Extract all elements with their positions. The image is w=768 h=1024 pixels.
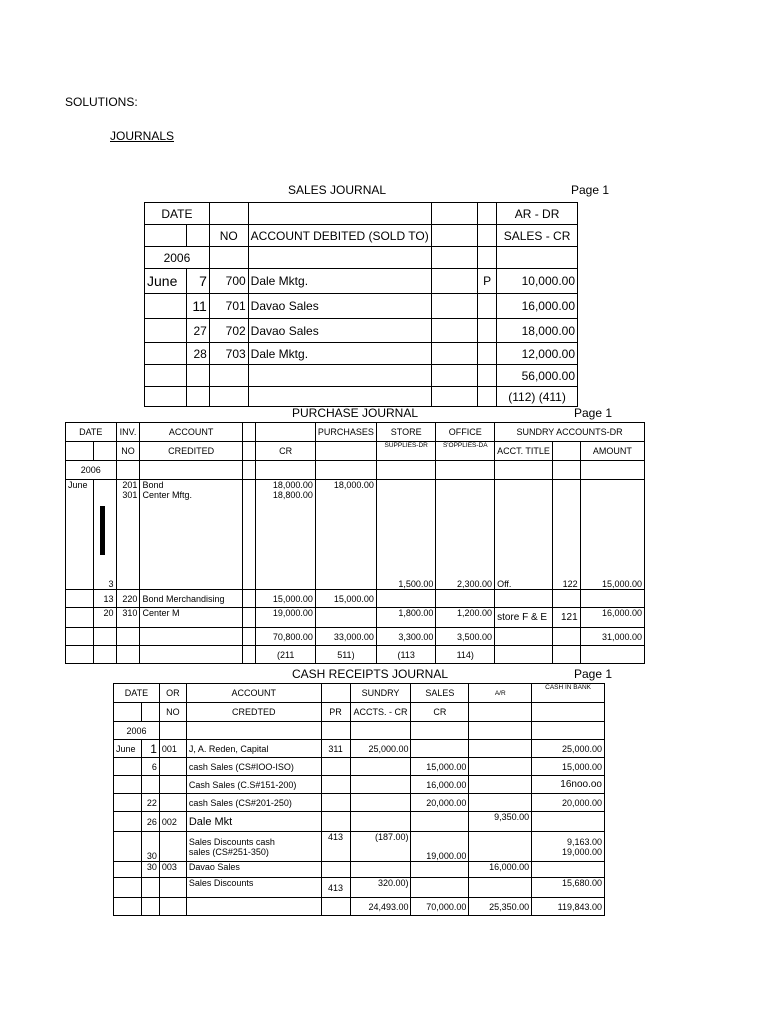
table-row — [114, 862, 605, 878]
cr-total-ar: 25,350.00 — [469, 898, 532, 916]
pj-month: June — [66, 480, 94, 590]
pj-header-account: ACCOUNT — [140, 423, 242, 442]
pj-purchases: 18,000.00 — [315, 480, 376, 590]
cr-day: 22 — [141, 794, 159, 812]
pj-header-purchases: PURCHASES — [315, 423, 376, 442]
cr-header-sundry: SUNDRY — [350, 684, 411, 703]
sj-month: June — [145, 269, 187, 294]
pj-cr: 19,000.00 — [256, 608, 315, 628]
pj-post-office: 114) — [436, 646, 495, 664]
cash-receipts-title: CASH RECEIPTS JOURNAL — [292, 667, 449, 681]
pj-sundry-pr: 121 — [552, 608, 580, 628]
sj-header-sales-cr: SALES - CR — [497, 225, 578, 247]
cr-account: cash Sales (CS#201-250) — [186, 794, 321, 812]
purchase-journal-table — [65, 422, 645, 664]
cr-cash: 16noo.oo — [532, 776, 605, 794]
sj-total: 56,000.00 — [497, 365, 578, 387]
sj-header-ar-dr: AR - DR — [497, 203, 578, 225]
pj-inv-no: 310 — [116, 608, 140, 628]
pj-day: 13 — [93, 590, 116, 608]
table-row — [114, 812, 605, 832]
pj-total-cr: 70,800.00 — [256, 628, 315, 646]
cr-sundry: 25,000.00 — [350, 740, 411, 758]
cr-ar: 9,350.00 — [469, 812, 532, 832]
cr-day: 30 — [141, 832, 159, 862]
sj-amount: 18,000.00 — [497, 319, 578, 343]
cr-cash: 9,163.00 19,000.00 — [532, 832, 605, 862]
sj-no: 702 — [209, 319, 248, 343]
purchase-journal-title: PURCHASE JOURNAL — [292, 406, 419, 420]
pj-header-inv: INV. — [116, 423, 140, 442]
cr-day: 30 — [141, 862, 159, 878]
table-row — [114, 794, 605, 812]
pj-header-no: NO — [116, 442, 140, 461]
cr-account: Cash Sales (C.S#151-200) — [186, 776, 321, 794]
sj-day: 27 — [186, 319, 209, 343]
sj-amount: 16,000.00 — [497, 294, 578, 319]
cr-header-no: NO — [159, 703, 186, 722]
pj-posting-row — [66, 646, 645, 664]
pj-account: Bond Center Mftg. — [140, 480, 242, 590]
pj-total-store: 3,300.00 — [376, 628, 436, 646]
sj-day: 11 — [186, 294, 209, 319]
pj-day: 3 — [93, 480, 116, 590]
cr-sales: 16,000.00 — [411, 776, 469, 794]
pj-account: Bond Merchandising — [140, 590, 242, 608]
sj-day: 7 — [186, 269, 209, 294]
cr-month: June — [114, 740, 142, 758]
cr-header-account: ACCOUNT — [186, 684, 321, 703]
pj-header-acct-title: ACCT. TITLE — [495, 442, 553, 461]
pj-store: 1,800.00 — [376, 608, 436, 628]
cr-account: Davao Sales — [186, 862, 321, 878]
pj-post-cr: (211 — [256, 646, 315, 664]
cr-pr: 413 — [321, 832, 350, 862]
sj-account: Dale Mktg. — [248, 269, 431, 294]
cr-header-pr: PR — [321, 703, 350, 722]
table-row — [114, 776, 605, 794]
pj-cr: 18,000.00 18,800.00 — [256, 480, 315, 590]
table-row — [145, 319, 578, 343]
cr-total-sundry: 24,493.00 — [350, 898, 411, 916]
table-row — [145, 269, 578, 294]
cr-account: cash Sales (CS#IOO-ISO) — [186, 758, 321, 776]
pj-header-office: OFFICE — [436, 423, 495, 442]
cr-account: Dale Mkt — [186, 812, 321, 832]
table-row — [145, 343, 578, 365]
journals-heading: JOURNALS — [110, 129, 175, 143]
sj-no: 703 — [209, 343, 248, 365]
cr-cash: 25,000.00 — [532, 740, 605, 758]
cr-header-or: OR — [159, 684, 186, 703]
sj-amount: 10,000.00 — [497, 269, 578, 294]
sj-account: Davao Sales — [248, 294, 431, 319]
cr-header-sundry-sub: ACCTS. - CR — [350, 703, 411, 722]
pj-total-purchases: 33,000.00 — [315, 628, 376, 646]
cash-receipts-table — [113, 683, 605, 916]
pj-post-purchases: 511) — [315, 646, 376, 664]
cr-pr: 311 — [321, 740, 350, 758]
cr-or-no: 001 — [159, 740, 186, 758]
handwritten-mark — [100, 506, 105, 555]
cr-sales: 15,000.00 — [411, 758, 469, 776]
table-row — [66, 608, 645, 628]
pj-sundry-title: store F & E — [495, 608, 553, 628]
cr-day: 6 — [141, 758, 159, 776]
cr-or-no: 002 — [159, 812, 186, 832]
table-row — [66, 590, 645, 608]
sj-day: 28 — [186, 343, 209, 365]
pj-office: 1,200.00 — [436, 608, 495, 628]
pj-total-office: 3,500.00 — [436, 628, 495, 646]
pj-sundry-pr: 122 — [552, 480, 580, 590]
sales-journal-page: Page 1 — [571, 183, 610, 197]
sj-amount: 12,000.00 — [497, 343, 578, 365]
sj-no: 701 — [209, 294, 248, 319]
cr-sales: 19,000.00 — [411, 832, 469, 862]
cr-header-sales: SALES — [411, 684, 469, 703]
pj-cr: 15,000.00 — [256, 590, 315, 608]
cr-total-sales: 70,000.00 — [411, 898, 469, 916]
cr-header-credited: CREDTED — [186, 703, 321, 722]
cr-header-date: DATE — [114, 684, 160, 703]
pj-header-store: STORE — [376, 423, 436, 442]
cr-day: 1 — [141, 740, 159, 758]
sj-year: 2006 — [145, 247, 210, 269]
sales-journal-table — [144, 202, 578, 407]
cr-pr: 413 — [321, 878, 350, 898]
pj-header-date: DATE — [66, 423, 117, 442]
pj-inv-no: 220 — [116, 590, 140, 608]
cr-ar: 16,000.00 — [469, 862, 532, 878]
sj-header-no: NO — [209, 225, 248, 247]
table-row — [114, 740, 605, 758]
table-row — [114, 758, 605, 776]
pj-header-sundry: SUNDRY ACCOUNTS-DR — [495, 423, 645, 442]
table-row — [145, 294, 578, 319]
cr-header-cash: CASH IN BANK — [532, 684, 605, 703]
purchase-journal-page: Page 1 — [574, 406, 613, 420]
cr-totals-row — [114, 898, 605, 916]
cr-sundry: (187.00) — [350, 832, 411, 862]
cr-sales: 20,000.00 — [411, 794, 469, 812]
table-row — [114, 878, 605, 898]
cr-or-no: 003 — [159, 862, 186, 878]
pj-day: 20 — [93, 608, 116, 628]
pj-sundry-amount: 16,000.00 — [580, 608, 644, 628]
pj-inv-no: 201 301 — [116, 480, 140, 590]
cr-cash: 15,000.00 — [532, 758, 605, 776]
cr-header-sales-sub: CR — [411, 703, 469, 722]
pj-post-store: (113 — [376, 646, 436, 664]
sj-header-date: DATE — [145, 203, 210, 225]
cr-header-ar: A/R — [469, 684, 532, 703]
cash-receipts-page: Page 1 — [574, 667, 613, 681]
pj-account: Center M — [140, 608, 242, 628]
pj-year: 2006 — [66, 461, 117, 480]
pj-total-amount: 31,000.00 — [580, 628, 644, 646]
cr-sundry: 320.00) — [350, 878, 411, 898]
sj-pr: P — [478, 269, 497, 294]
pj-header-store-sub: SUPPLIES-DR — [376, 442, 436, 461]
solutions-heading: SOLUTIONS: — [65, 95, 138, 109]
pj-sundry-amount: 15,000.00 — [580, 480, 644, 590]
sj-header-account: ACCOUNT DEBITED (SOLD TO) — [248, 225, 431, 247]
cr-day: 26 — [141, 812, 159, 832]
pj-office: 2,300.00 — [436, 480, 495, 590]
cr-cash: 15,680.00 — [532, 878, 605, 898]
cr-account: Sales Discounts cash sales (CS#251-350) — [186, 832, 321, 862]
pj-header-credited: CREDITED — [140, 442, 242, 461]
sj-account: Dale Mktg. — [248, 343, 431, 365]
pj-header-amount: AMOUNT — [580, 442, 644, 461]
cr-account: Sales Discounts — [186, 878, 321, 898]
table-row — [114, 832, 605, 862]
cr-total-cash: 119,843.00 — [532, 898, 605, 916]
pj-sundry-title: Off. — [495, 480, 553, 590]
sj-account: Davao Sales — [248, 319, 431, 343]
cr-account: J, A. Reden, Capital — [186, 740, 321, 758]
cr-cash: 20,000.00 — [532, 794, 605, 812]
pj-header-office-sub: S'OPPLIES-DA — [436, 442, 495, 461]
pj-store: 1,500.00 — [376, 480, 436, 590]
sj-no: 700 — [209, 269, 248, 294]
sj-posting-ref: (112) (411) — [497, 387, 578, 407]
pj-header-cr: CR — [256, 442, 315, 461]
table-row — [66, 480, 645, 590]
cr-year: 2006 — [114, 722, 160, 740]
sales-journal-title: SALES JOURNAL — [288, 183, 387, 197]
pj-purchases: 15,000.00 — [315, 590, 376, 608]
pj-totals-row — [66, 628, 645, 646]
